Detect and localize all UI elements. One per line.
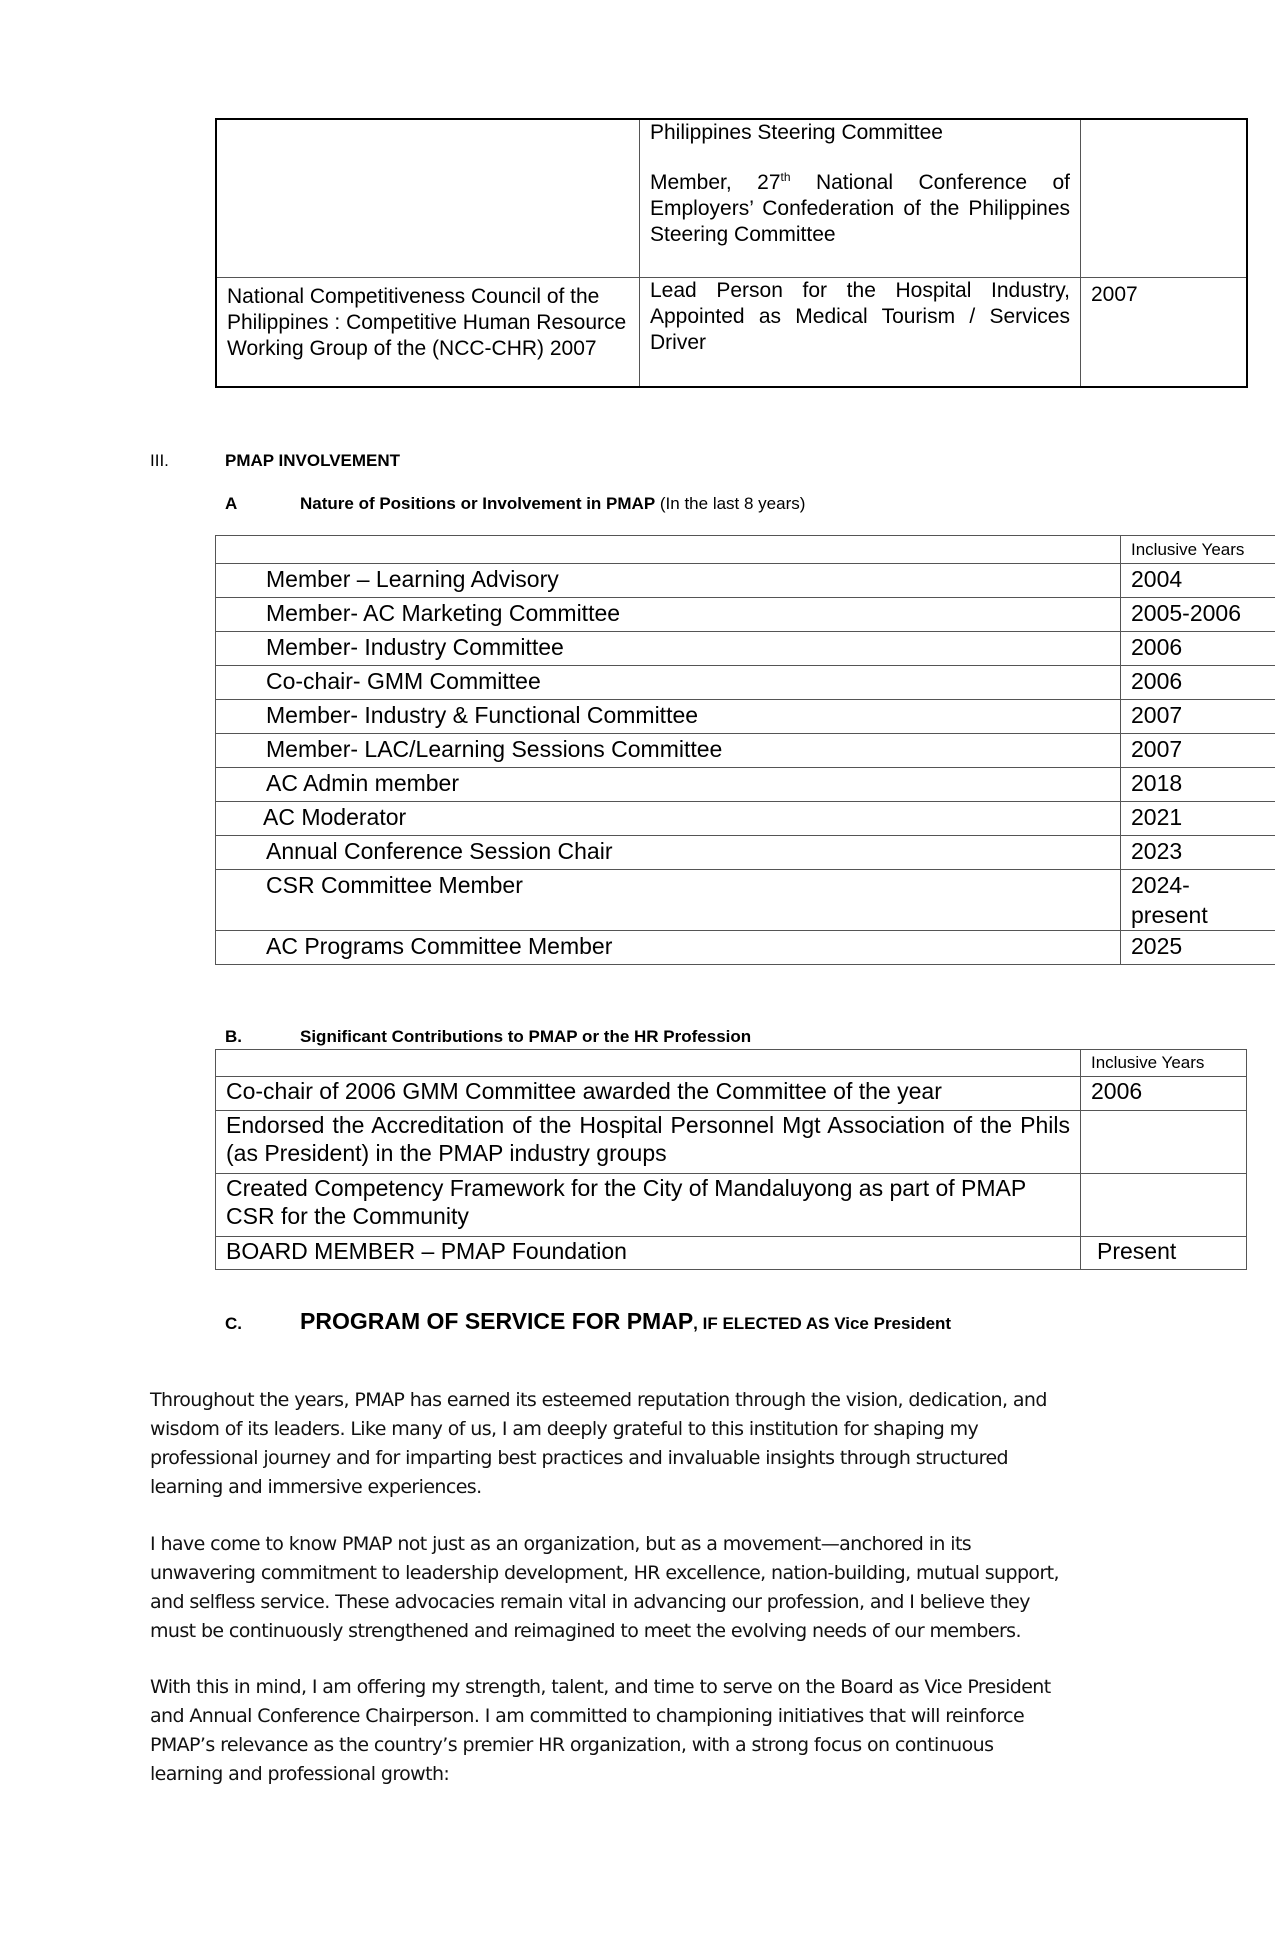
header-cell: [216, 1050, 1081, 1077]
position-cell: [640, 119, 1081, 277]
years-cell: 2024- present: [1121, 870, 1275, 931]
table-header-row: [216, 536, 1275, 564]
years-cell: 2005-2006: [1121, 598, 1275, 632]
table-row: [216, 277, 1247, 387]
organization-cell: [216, 119, 640, 277]
table-row: [216, 632, 1275, 666]
organization-cell: National Competitiveness Council of the Philippines : Competitive Human Resource Working Group of the (NCC-CHR) 2007: [216, 277, 640, 387]
contributions-table: [215, 1049, 1247, 1270]
table-row: [216, 802, 1275, 836]
years-cell: 2021: [1121, 802, 1275, 836]
years-cell: Present: [1081, 1237, 1247, 1270]
table-row: [216, 1077, 1247, 1111]
table-header-row: [216, 1050, 1247, 1077]
table-row: [216, 564, 1275, 598]
table-row: [216, 666, 1275, 700]
contribution-cell: BOARD MEMBER – PMAP Foundation: [216, 1237, 1081, 1270]
years-cell: 2018: [1121, 768, 1275, 802]
years-cell: 2023: [1121, 836, 1275, 870]
subsection-letter: B.: [225, 1027, 242, 1046]
subsection-title: PROGRAM OF SERVICE FOR PMAP, IF ELECTED AS Vice President: [300, 1308, 952, 1334]
table-row: [216, 1237, 1247, 1270]
body-paragraph: I have come to know PMAP not just as an organization, but as a movement—anchored in its unwavering commitment to leadership development, HR excellence, nation-building, mutual support, and selfless service. These advocacies remain vital in advancing our profession, and I believe they must be continuously strengthened and reimagined to meet the evolving needs of our members.: [150, 1533, 1059, 1642]
position-cell: Member- Industry & Functional Committee: [216, 700, 1121, 734]
years-cell: 2006: [1121, 632, 1275, 666]
position-cell: Member- AC Marketing Committee: [216, 598, 1121, 632]
position-cell: AC Moderator: [216, 802, 1121, 836]
years-cell: 2006: [1081, 1077, 1247, 1111]
positions-table-continued: [215, 118, 1248, 388]
years-cell: 2006: [1121, 666, 1275, 700]
years-cell: 2025: [1121, 931, 1275, 965]
table-row: [216, 768, 1275, 802]
table-row: [216, 598, 1275, 632]
contribution-cell: Created Competency Framework for the City of Mandaluyong as part of PMAP CSR for the Community: [216, 1174, 1081, 1237]
subsection-letter: A: [225, 494, 238, 513]
years-cell: 2007: [1121, 734, 1275, 768]
year-cell: [1081, 119, 1248, 277]
subsection-letter: C.: [225, 1314, 242, 1333]
body-paragraph: Throughout the years, PMAP has earned its esteemed reputation through the vision, dedication, and wisdom of its leaders. Like many of us, I am deeply grateful to this institution for shaping my professional journey and for imparting best practices and invaluable insights through structured learning and immersive experiences.: [150, 1389, 1047, 1498]
pmap-positions-table: [215, 535, 1275, 965]
table-row: [216, 119, 1247, 277]
table-row: [216, 734, 1275, 768]
position-cell: AC Admin member: [216, 768, 1121, 802]
position-text: Member, 27th National Conference of Employers’ Confederation of the Philippines Steering Committee: [650, 170, 1070, 246]
table-row: [216, 700, 1275, 734]
position-text: Philippines Steering Committee: [650, 121, 943, 144]
subsection-title: Nature of Positions or Involvement in PMAP (In the last 8 years): [300, 494, 806, 513]
body-paragraph: With this in mind, I am offering my strength, talent, and time to serve on the Board as Vice President and Annual Conference Chairperson. I am committed to championing initiatives that will reinforce PMAP’s relevance as the country’s premier HR organization, with a strong focus on continuous learning and professional growth:: [150, 1676, 1051, 1785]
contribution-cell: Endorsed the Accreditation of the Hospital Personnel Mgt Association of the Phils (as President) in the PMAP industry groups: [216, 1111, 1081, 1174]
position-cell: Member – Learning Advisory: [216, 564, 1121, 598]
position-cell: Member- Industry Committee: [216, 632, 1121, 666]
table-row: [216, 931, 1275, 965]
years-cell: 2007: [1121, 700, 1275, 734]
section-title: PMAP INVOLVEMENT: [225, 451, 401, 470]
years-cell: [1081, 1174, 1247, 1237]
table-row: [216, 1111, 1247, 1174]
table-row: [216, 1174, 1247, 1237]
table-row: [216, 836, 1275, 870]
table-row: [216, 870, 1275, 931]
years-cell: [1081, 1111, 1247, 1174]
position-cell: Co-chair- GMM Committee: [216, 666, 1121, 700]
position-cell: Member- LAC/Learning Sessions Committee: [216, 734, 1121, 768]
position-cell: CSR Committee Member: [216, 870, 1121, 931]
header-cell-inclusive-years: Inclusive Years: [1081, 1050, 1247, 1077]
subsection-title-suffix: , IF ELECTED AS Vice President: [693, 1314, 952, 1333]
years-cell: 2004: [1121, 564, 1275, 598]
section-numeral: III.: [150, 451, 169, 470]
subsection-title: Significant Contributions to PMAP or the HR Profession: [300, 1027, 752, 1046]
header-cell: [216, 536, 1121, 564]
position-cell: Lead Person for the Hospital Industry, Appointed as Medical Tourism / Services Driver: [640, 277, 1081, 387]
header-cell-inclusive-years: Inclusive Years: [1121, 536, 1275, 564]
year-cell: 2007: [1081, 277, 1248, 387]
position-cell: AC Programs Committee Member: [216, 931, 1121, 965]
position-cell: Annual Conference Session Chair: [216, 836, 1121, 870]
contribution-cell: Co-chair of 2006 GMM Committee awarded the Committee of the year: [216, 1077, 1081, 1111]
subsection-note: (In the last 8 years): [655, 494, 806, 513]
